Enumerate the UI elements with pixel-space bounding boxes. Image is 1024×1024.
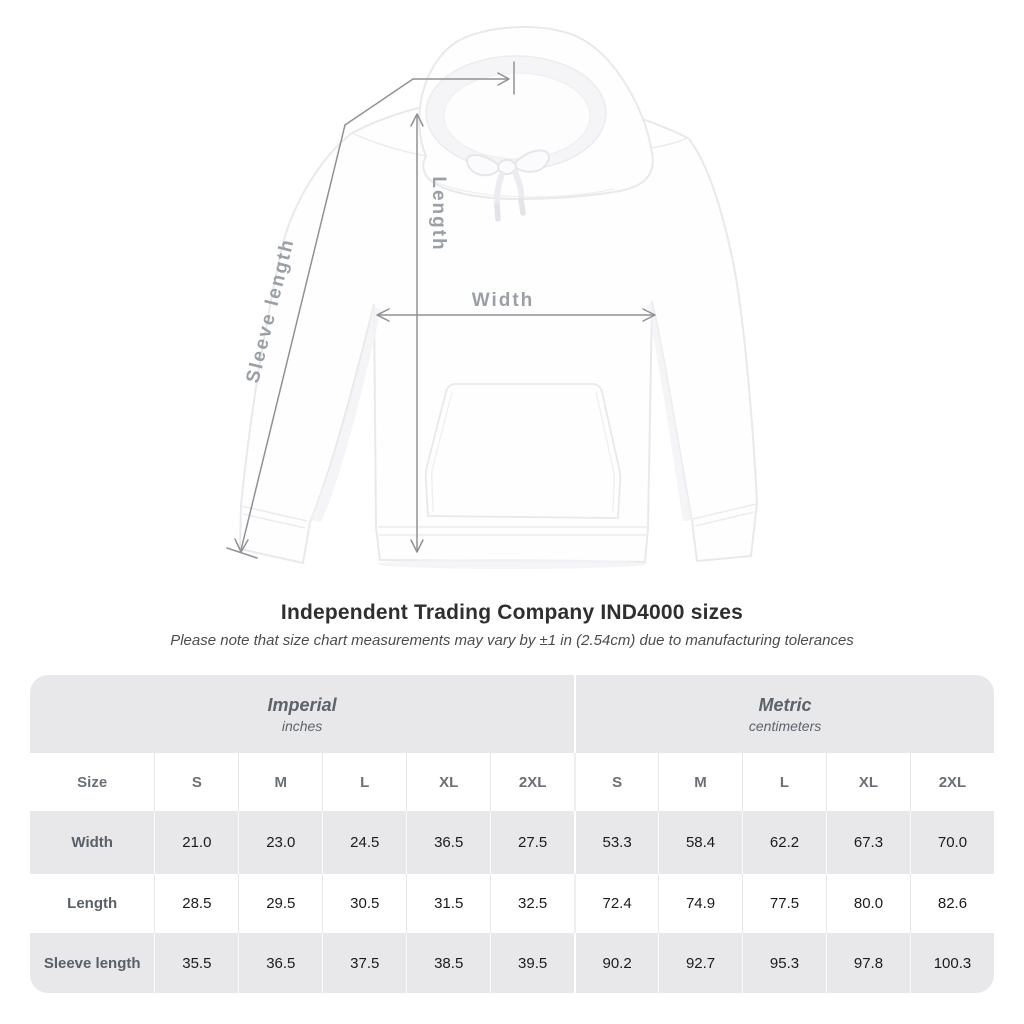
cell-sleeve-length-metric-M: 92.7 (658, 933, 742, 993)
cell-length-metric-M: 74.9 (658, 874, 742, 933)
size-column-header: Size (30, 753, 154, 811)
cell-length-imperial-L: 30.5 (322, 874, 406, 933)
cell-width-metric-L: 62.2 (742, 811, 826, 874)
length-label: Length (428, 176, 449, 252)
imperial-group-name: Imperial (267, 694, 337, 715)
cell-width-imperial-2XL: 27.5 (490, 811, 574, 874)
cell-length-imperial-M: 29.5 (238, 874, 322, 933)
size-header-imperial-L: L (322, 753, 406, 811)
measurements-body (30, 811, 994, 993)
cell-length-imperial-XL: 31.5 (406, 874, 490, 933)
cell-sleeve-length-metric-XL: 97.8 (826, 933, 910, 993)
size-header-metric-S: S (574, 753, 658, 811)
size-header-metric-2XL: 2XL (910, 753, 994, 811)
size-chart-table (30, 675, 994, 993)
cell-sleeve-length-imperial-L: 37.5 (322, 933, 406, 993)
hoodie-hood (419, 27, 653, 199)
cell-width-imperial-XL: 36.5 (406, 811, 490, 874)
imperial-group-unit: inches (281, 718, 323, 735)
cell-length-metric-L: 77.5 (742, 874, 826, 933)
metric-group-name: Metric (758, 694, 812, 715)
cell-width-metric-S: 53.3 (574, 811, 658, 874)
metric-group-unit: centimeters (748, 718, 822, 735)
page-title: Independent Trading Company IND4000 sizes (280, 601, 744, 624)
size-header-imperial-S: S (154, 753, 238, 811)
cell-sleeve-length-metric-L: 95.3 (742, 933, 826, 993)
cell-width-metric-XL: 67.3 (826, 811, 910, 874)
cell-sleeve-length-metric-2XL: 100.3 (910, 933, 994, 993)
width-label: Width (471, 290, 535, 311)
cell-sleeve-length-metric-S: 90.2 (574, 933, 658, 993)
cell-length-imperial-S: 28.5 (154, 874, 238, 933)
size-header-metric-L: L (742, 753, 826, 811)
imperial-group-header (30, 675, 574, 753)
tolerance-note: Please note that size chart measurements may vary by ±1 in (2.54cm) due to manufacturing tolerances (170, 632, 854, 649)
unit-group-row (30, 675, 994, 753)
measurement-row-sleeve-length (30, 933, 994, 993)
sleeve-length-label: Sleeve length (242, 236, 299, 386)
row-label-length: Length (30, 874, 154, 933)
hoodie-pocket (426, 384, 621, 518)
cell-length-imperial-2XL: 32.5 (490, 874, 574, 933)
measurement-row-width (30, 811, 994, 874)
size-header-metric-M: M (658, 753, 742, 811)
measurement-row-length (30, 874, 994, 933)
cell-sleeve-length-imperial-2XL: 39.5 (490, 933, 574, 993)
metric-group-header (574, 675, 994, 753)
cell-width-imperial-L: 24.5 (322, 811, 406, 874)
size-header-imperial-2XL: 2XL (490, 753, 574, 811)
cell-length-metric-S: 72.4 (574, 874, 658, 933)
cell-width-imperial-S: 21.0 (154, 811, 238, 874)
cell-width-imperial-M: 23.0 (238, 811, 322, 874)
size-chart-heading (0, 601, 1024, 649)
cell-sleeve-length-imperial-XL: 38.5 (406, 933, 490, 993)
cell-length-metric-2XL: 82.6 (910, 874, 994, 933)
size-header-row (30, 753, 994, 811)
cell-sleeve-length-imperial-M: 36.5 (238, 933, 322, 993)
size-header-imperial-M: M (238, 753, 322, 811)
row-label-width: Width (30, 811, 154, 874)
size-header-imperial-XL: XL (406, 753, 490, 811)
row-label-sleeve-length: Sleeve length (30, 933, 154, 993)
cell-width-metric-M: 58.4 (658, 811, 742, 874)
cell-sleeve-length-imperial-S: 35.5 (154, 933, 238, 993)
size-header-metric-XL: XL (826, 753, 910, 811)
cell-width-metric-2XL: 70.0 (910, 811, 994, 874)
size-chart-table-container (30, 675, 994, 993)
cell-length-metric-XL: 80.0 (826, 874, 910, 933)
